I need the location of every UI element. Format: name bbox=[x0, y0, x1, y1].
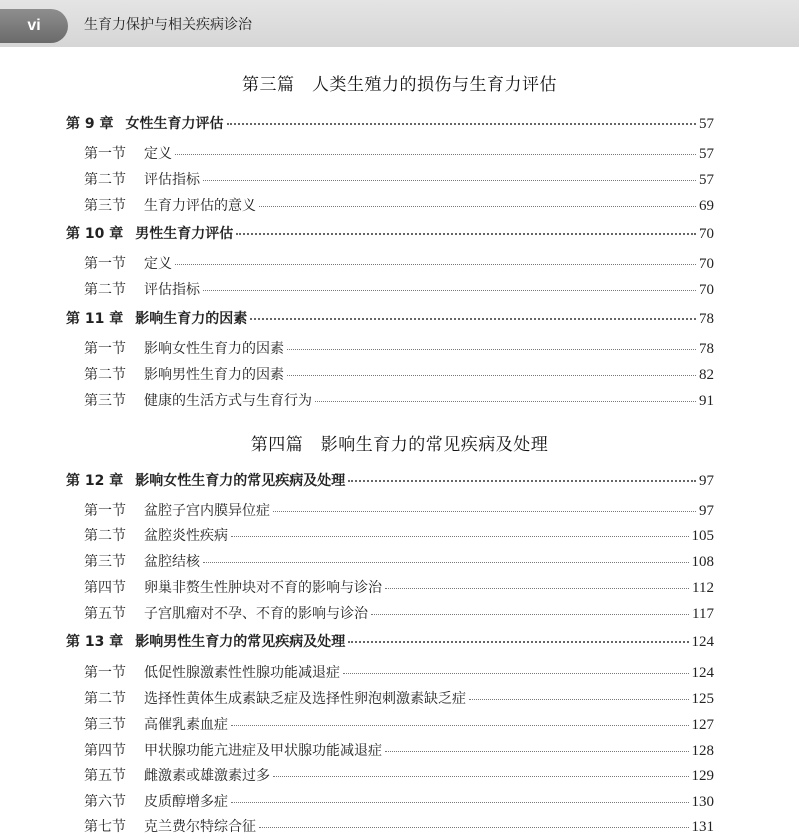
dot-leader bbox=[175, 264, 696, 265]
section-number: 第二节 bbox=[84, 172, 126, 188]
toc-section[interactable] bbox=[84, 817, 714, 837]
section-page: 128 bbox=[691, 743, 714, 759]
section-number: 第二节 bbox=[84, 367, 126, 383]
section-page: 69 bbox=[699, 198, 714, 214]
part-title: 第四篇 影响生育力的常见疾病及处理 bbox=[250, 435, 549, 455]
toc-section[interactable] bbox=[84, 170, 714, 190]
dot-leader bbox=[203, 180, 696, 181]
section-title: 影响男性生育力的因素 bbox=[144, 367, 284, 383]
section-title: 健康的生活方式与生育行为 bbox=[144, 393, 312, 409]
dot-leader bbox=[259, 206, 696, 207]
toc-section[interactable] bbox=[84, 144, 714, 164]
dot-leader bbox=[231, 536, 689, 537]
section-page: 78 bbox=[699, 341, 714, 357]
dot-leader bbox=[250, 318, 696, 320]
section-title: 高催乳素血症 bbox=[144, 717, 228, 733]
chapter-title: 女性生育力评估 bbox=[125, 116, 224, 132]
section-number: 第一节 bbox=[84, 146, 126, 162]
toc-chapter-11[interactable] bbox=[66, 309, 714, 329]
section-title: 定义 bbox=[144, 256, 172, 272]
section-title: 皮质醇增多症 bbox=[144, 794, 228, 810]
section-number: 第三节 bbox=[84, 198, 126, 214]
toc-section[interactable] bbox=[84, 339, 714, 359]
dot-leader bbox=[371, 614, 689, 615]
section-title: 盆腔炎性疾病 bbox=[144, 528, 228, 544]
dot-leader bbox=[231, 725, 689, 726]
toc-section[interactable] bbox=[84, 663, 714, 683]
chapter-title: 影响男性生育力的常见疾病及处理 bbox=[135, 634, 346, 650]
dot-leader bbox=[469, 699, 689, 700]
toc-section[interactable] bbox=[84, 689, 714, 709]
section-number: 第三节 bbox=[84, 717, 126, 733]
section-number: 第三节 bbox=[84, 393, 126, 409]
toc-section[interactable] bbox=[84, 365, 714, 385]
section-number: 第四节 bbox=[84, 743, 126, 759]
section-page: 129 bbox=[691, 768, 714, 784]
dot-leader bbox=[175, 154, 696, 155]
dot-leader bbox=[231, 802, 689, 803]
running-book-title: 生育力保护与相关疾病诊治 bbox=[84, 17, 252, 33]
toc-section[interactable] bbox=[84, 391, 714, 411]
section-page: 57 bbox=[699, 146, 714, 162]
section-page: 125 bbox=[691, 691, 714, 707]
dot-leader bbox=[203, 562, 689, 563]
dot-leader bbox=[227, 123, 697, 125]
section-number: 第二节 bbox=[84, 282, 126, 298]
dot-leader bbox=[203, 290, 696, 291]
toc-section[interactable] bbox=[84, 792, 714, 812]
page-number-badge: vi bbox=[0, 9, 68, 43]
section-page: 57 bbox=[699, 172, 714, 188]
chapter-title: 影响女性生育力的常见疾病及处理 bbox=[135, 473, 346, 489]
toc-section[interactable] bbox=[84, 715, 714, 735]
chapter-number: 第 10 章 bbox=[66, 226, 124, 242]
section-title: 生育力评估的意义 bbox=[144, 198, 256, 214]
section-number: 第一节 bbox=[84, 665, 126, 681]
toc-section[interactable] bbox=[84, 578, 714, 598]
dot-leader bbox=[273, 776, 689, 777]
section-page: 127 bbox=[691, 717, 714, 733]
toc-chapter-13[interactable] bbox=[66, 632, 714, 652]
chapter-page: 57 bbox=[699, 116, 714, 132]
chapter-title: 影响生育力的因素 bbox=[135, 311, 248, 327]
section-number: 第一节 bbox=[84, 503, 126, 519]
chapter-number: 第 11 章 bbox=[66, 311, 124, 327]
section-page: 131 bbox=[691, 819, 714, 835]
toc-section[interactable] bbox=[84, 741, 714, 761]
section-title: 盆腔结核 bbox=[144, 554, 200, 570]
chapter-page: 97 bbox=[699, 473, 714, 489]
page-header bbox=[0, 0, 799, 47]
toc-section[interactable] bbox=[84, 280, 714, 300]
dot-leader bbox=[385, 588, 689, 589]
dot-leader bbox=[385, 751, 689, 752]
dot-leader bbox=[343, 673, 689, 674]
toc-section[interactable] bbox=[84, 501, 714, 521]
toc-chapter-12[interactable] bbox=[66, 471, 714, 491]
section-number: 第五节 bbox=[84, 768, 126, 784]
chapter-page: 78 bbox=[699, 311, 714, 327]
dot-leader bbox=[273, 511, 696, 512]
section-page: 124 bbox=[691, 665, 714, 681]
section-title: 低促性腺激素性性腺功能减退症 bbox=[144, 665, 340, 681]
section-number: 第四节 bbox=[84, 580, 126, 596]
toc-section[interactable] bbox=[84, 604, 714, 624]
toc-section[interactable] bbox=[84, 766, 714, 786]
section-number: 第二节 bbox=[84, 528, 126, 544]
dot-leader bbox=[287, 349, 696, 350]
section-title: 评估指标 bbox=[144, 172, 200, 188]
toc-chapter-10[interactable] bbox=[66, 224, 714, 244]
section-title: 定义 bbox=[144, 146, 172, 162]
section-page: 108 bbox=[691, 554, 714, 570]
dot-leader bbox=[348, 480, 696, 482]
section-title: 卵巢非赘生性肿块对不育的影响与诊治 bbox=[144, 580, 382, 596]
toc-section[interactable] bbox=[84, 254, 714, 274]
toc-section[interactable] bbox=[84, 196, 714, 216]
section-title: 评估指标 bbox=[144, 282, 200, 298]
section-number: 第七节 bbox=[84, 819, 126, 835]
dot-leader bbox=[315, 401, 696, 402]
dot-leader bbox=[348, 641, 688, 643]
chapter-page: 70 bbox=[699, 226, 714, 242]
section-page: 91 bbox=[699, 393, 714, 409]
dot-leader bbox=[287, 375, 696, 376]
section-number: 第五节 bbox=[84, 606, 126, 622]
section-number: 第一节 bbox=[84, 256, 126, 272]
chapter-page: 124 bbox=[691, 634, 714, 650]
chapter-number: 第 13 章 bbox=[66, 634, 124, 650]
part-title: 第三篇 人类生殖力的损伤与生育力评估 bbox=[242, 75, 557, 95]
chapter-number: 第 12 章 bbox=[66, 473, 124, 489]
section-page: 117 bbox=[692, 606, 714, 622]
section-page: 97 bbox=[699, 503, 714, 519]
section-title: 盆腔子宫内膜异位症 bbox=[144, 503, 270, 519]
section-page: 70 bbox=[699, 256, 714, 272]
toc-chapter-9[interactable] bbox=[66, 114, 714, 134]
section-number: 第六节 bbox=[84, 794, 126, 810]
section-title: 甲状腺功能亢进症及甲状腺功能减退症 bbox=[144, 743, 382, 759]
section-title: 雌激素或雄激素过多 bbox=[144, 768, 270, 784]
section-title: 子宫肌瘤对不孕、不育的影响与诊治 bbox=[144, 606, 368, 622]
section-number: 第一节 bbox=[84, 341, 126, 357]
section-title: 选择性黄体生成素缺乏症及选择性卵泡刺激素缺乏症 bbox=[144, 691, 466, 707]
section-number: 第二节 bbox=[84, 691, 126, 707]
section-page: 112 bbox=[692, 580, 714, 596]
section-page: 130 bbox=[691, 794, 714, 810]
section-page: 70 bbox=[699, 282, 714, 298]
section-number: 第三节 bbox=[84, 554, 126, 570]
section-page: 105 bbox=[691, 528, 714, 544]
section-title: 影响女性生育力的因素 bbox=[144, 341, 284, 357]
toc-section[interactable] bbox=[84, 526, 714, 546]
dot-leader bbox=[259, 827, 689, 828]
chapter-number: 第 9 章 bbox=[66, 116, 114, 132]
toc-section[interactable] bbox=[84, 552, 714, 572]
dot-leader bbox=[236, 233, 696, 235]
section-title: 克兰费尔特综合征 bbox=[144, 819, 256, 835]
section-page: 82 bbox=[699, 367, 714, 383]
chapter-title: 男性生育力评估 bbox=[135, 226, 234, 242]
